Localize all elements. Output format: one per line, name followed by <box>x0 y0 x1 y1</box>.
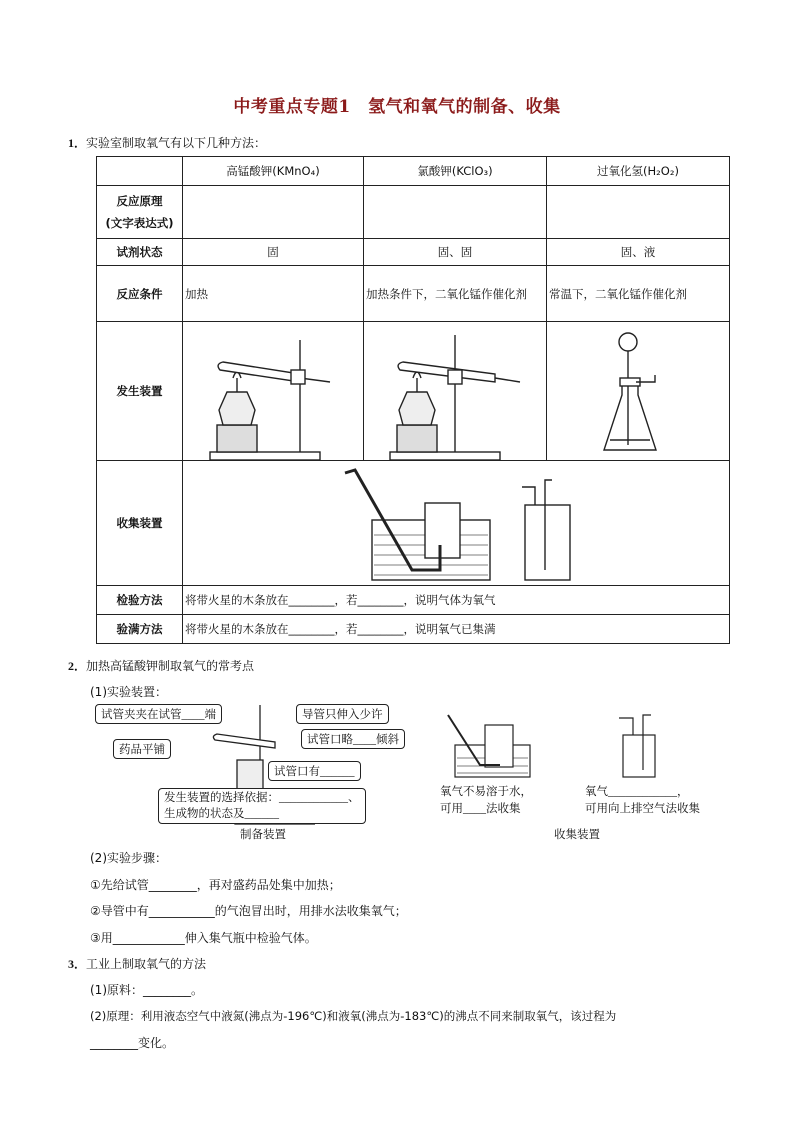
row-label-test: 检验方法 <box>97 586 183 615</box>
caption-preparation: 制备装置 <box>240 829 286 841</box>
state-cell: 固、固 <box>364 239 547 266</box>
table-header-kclo3: 氯酸钾(KClO₃) <box>364 157 547 186</box>
annotation-tilt: 试管口略____倾斜 <box>301 729 405 749</box>
row-label-full: 验满方法 <box>97 615 183 644</box>
annotation-reagent: 药品平铺 <box>113 739 171 759</box>
gas-bottle <box>485 725 513 767</box>
table-header-h2o2: 过氧化氢(H₂O₂) <box>547 157 730 186</box>
stand-base <box>390 452 500 460</box>
question-3 <box>68 955 206 973</box>
question-number: 3． <box>68 957 87 971</box>
answer-cell[interactable] <box>364 186 547 239</box>
page-title: 中考重点专题1 氢气和氧气的制备、收集 <box>233 97 561 117</box>
sub-heading: (1)实验装置： <box>90 685 167 699</box>
condition-cell: 加热 <box>183 266 364 322</box>
h2o2-generator-figure <box>600 330 680 460</box>
water-method-text <box>440 784 532 818</box>
text-line: 氧气____________， <box>585 786 689 798</box>
table-row-full <box>97 615 730 644</box>
q3-principle-cont: ________变化。 <box>90 1036 175 1050</box>
test-tube <box>218 362 300 382</box>
question-2 <box>68 657 254 675</box>
water-collection-figure <box>440 710 535 780</box>
test-tube <box>213 734 275 748</box>
q3-principle: (2)原理：利用液态空气中液氮(沸点为-196℃)和液氧(沸点为-183℃)的沸点不同来制取氧气，该过程为 <box>90 1009 617 1023</box>
table-header-row <box>97 157 730 186</box>
question-1 <box>68 134 266 152</box>
annotation-mouth: 试管口有______ <box>268 761 361 781</box>
state-cell: 固 <box>183 239 364 266</box>
label-line: (文字表达式) <box>105 216 174 230</box>
question-text: 实验室制取氧气有以下几种方法： <box>86 136 267 150</box>
alcohol-lamp <box>399 392 435 425</box>
kmno4-generator-figure <box>205 330 345 465</box>
table-header-kmno4: 高锰酸钾(KMnO₄) <box>183 157 364 186</box>
air-method-text <box>585 784 700 818</box>
bottle-tubes <box>522 480 552 570</box>
stand-base <box>210 452 320 460</box>
condition-cell: 常温下，二氧化锰作催化剂 <box>547 266 730 322</box>
funnel-bulb <box>619 333 637 351</box>
collection-figure <box>340 465 580 585</box>
criteria-line: 生成物的状态及______ <box>164 808 279 820</box>
row-label-condition: 反应条件 <box>97 266 183 322</box>
test-tube <box>398 362 495 382</box>
delivery-tube <box>495 378 520 382</box>
wood-block <box>217 425 257 452</box>
table-header-cell <box>97 157 183 186</box>
sub-heading: (2)实验步骤： <box>90 851 167 865</box>
test-method-text: 将带火星的木条放在________，若________，说明气体为氧气 <box>183 586 730 615</box>
clamp <box>448 370 462 384</box>
kclo3-generator-figure <box>385 330 525 465</box>
text-line: 氧气不易溶于水， <box>440 786 532 798</box>
caption-collection: 收集装置 <box>554 829 600 841</box>
question-text: 工业上制取氧气的方法 <box>86 957 207 971</box>
gas-bottle <box>425 503 460 558</box>
text-line: 可用向上排空气法收集 <box>585 803 700 815</box>
answer-cell[interactable] <box>547 186 730 239</box>
row-label-collector: 收集装置 <box>97 461 183 586</box>
annotation-tube: 导管只伸入少许 <box>296 704 389 724</box>
full-method-text: 将带火星的木条放在________，若________，说明氧气已集满 <box>183 615 730 644</box>
step-3: ③用____________伸入集气瓶中检验气体。 <box>90 931 317 945</box>
table-row-state <box>97 239 730 266</box>
question-number: 2． <box>68 659 87 673</box>
annotation-clamp: 试管夹夹在试管____端 <box>95 704 222 724</box>
table-row-condition <box>97 266 730 322</box>
question-number: 1． <box>68 136 87 150</box>
clamp <box>291 370 305 384</box>
wood-block <box>397 425 437 452</box>
row-label-principle <box>97 186 183 239</box>
step-1: ①先给试管________，再对盛药品处集中加热； <box>90 878 341 892</box>
annotation-criteria <box>158 788 366 824</box>
text-line: 可用____法收集 <box>440 803 521 815</box>
answer-cell[interactable] <box>183 186 364 239</box>
row-label-generator: 发生装置 <box>97 322 183 461</box>
state-cell: 固、液 <box>547 239 730 266</box>
collecting-bottle <box>525 505 570 580</box>
row-label-state: 试剂状态 <box>97 239 183 266</box>
criteria-line: 发生装置的选择依据：____________、 <box>164 792 360 804</box>
label-line: 反应原理 <box>116 194 163 208</box>
air-collection-figure <box>615 710 665 780</box>
table-row-principle <box>97 186 730 239</box>
alcohol-lamp <box>219 392 255 425</box>
step-2: ②导管中有___________的气泡冒出时，用排水法收集氧气； <box>90 904 407 918</box>
q3-raw-material: (1)原料：________。 <box>90 983 203 997</box>
condition-cell: 加热条件下，二氧化锰作催化剂 <box>364 266 547 322</box>
collecting-bottle <box>623 735 655 777</box>
bottle-tubes <box>619 715 651 770</box>
table-row-test <box>97 586 730 615</box>
question-text: 加热高锰酸钾制取氧气的常考点 <box>86 659 255 673</box>
